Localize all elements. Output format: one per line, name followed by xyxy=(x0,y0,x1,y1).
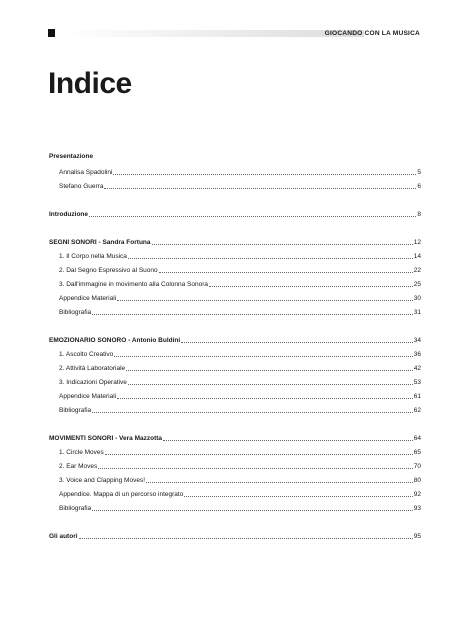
toc-section-title xyxy=(49,337,180,345)
dot-leader xyxy=(128,258,413,259)
toc-entry-title: 3. Indicazioni Operative xyxy=(59,379,127,386)
toc-entry-title: Appendice. Mappa di un percorso integrato xyxy=(59,491,184,498)
toc-entry xyxy=(49,489,421,499)
toc-entry-autori xyxy=(49,531,421,541)
toc-entry-title: 1. Ascolto Creativo xyxy=(59,351,114,358)
toc-entry-title: Introduzione xyxy=(49,211,88,218)
toc-entry-page: 36 xyxy=(413,351,421,358)
dot-leader xyxy=(117,300,413,301)
toc-entry-title: 3. Dall'immagine in movimento alla Colonna Sonora xyxy=(59,281,209,288)
toc-entry-page: 6 xyxy=(417,183,421,190)
toc-entry xyxy=(49,293,421,303)
toc-section-page: 12 xyxy=(413,239,421,246)
page-title: Indice xyxy=(48,67,132,100)
header-rule xyxy=(62,30,364,37)
header-title: GIOCANDO CON LA MUSICA xyxy=(324,30,420,37)
toc-entry xyxy=(49,181,421,191)
dot-leader xyxy=(184,496,412,497)
toc-entry-introduzione xyxy=(49,209,421,219)
dot-leader xyxy=(181,342,413,343)
toc-entry-title: Appendice Materiali xyxy=(59,295,117,302)
toc-entry-page: 53 xyxy=(413,379,421,386)
toc-entry xyxy=(49,251,421,261)
dot-leader xyxy=(79,538,413,539)
toc-entry xyxy=(49,167,421,177)
running-header xyxy=(48,29,420,40)
dot-leader xyxy=(104,188,416,189)
toc-entry-title: Bibliografia xyxy=(59,407,92,414)
toc-entry-page: 42 xyxy=(413,365,421,372)
toc-entry-title: Annalisa Spadolini xyxy=(59,169,113,176)
toc-section-page: 64 xyxy=(413,435,421,442)
toc-entry-page: 92 xyxy=(413,491,421,498)
dot-leader xyxy=(126,370,413,371)
toc-entry-title: Gli autori xyxy=(49,533,78,540)
toc-section-emozionario-sonoro xyxy=(49,335,421,345)
toc-entry-title: 2. Dal Segno Espressivo al Suono xyxy=(59,267,158,274)
section-author: - Sandra Fortuna xyxy=(96,239,151,246)
toc-entry-page: 95 xyxy=(413,533,421,540)
toc-entry xyxy=(49,391,421,401)
toc-entry-page: 22 xyxy=(413,267,421,274)
dot-leader xyxy=(209,286,413,287)
dot-leader xyxy=(114,356,413,357)
toc-section-title xyxy=(49,435,162,443)
toc-section-title xyxy=(49,239,151,247)
section-name: EMOZIONARIO SONORO xyxy=(49,337,127,344)
toc-entry xyxy=(49,363,421,373)
dot-leader xyxy=(163,440,413,441)
toc-entry-page: 80 xyxy=(413,477,421,484)
header-mark-icon xyxy=(48,29,55,37)
toc-entry-title: 3. Voice and Clapping Moves! xyxy=(59,477,145,484)
toc-entry-title: Bibliografia xyxy=(59,309,92,316)
toc-entry xyxy=(49,279,421,289)
toc-section-page: 34 xyxy=(413,337,421,344)
dot-leader xyxy=(98,468,412,469)
dot-leader xyxy=(113,174,416,175)
dot-leader xyxy=(146,482,413,483)
dot-leader xyxy=(89,216,416,217)
toc-entry-page: 14 xyxy=(413,253,421,260)
toc-entry xyxy=(49,265,421,275)
section-author: - Vera Mazzotta xyxy=(113,435,163,442)
toc-entry-title: 1. Circle Moves xyxy=(59,449,104,456)
toc-entry-page: 5 xyxy=(417,169,421,176)
toc-entry xyxy=(49,377,421,387)
toc-section-movimenti-sonori xyxy=(49,433,421,443)
toc-entry xyxy=(49,503,421,513)
section-author: - Antonio Buldini xyxy=(126,337,181,344)
toc-section-segni-sonori xyxy=(49,237,421,247)
toc-entry-title: Stefano Guerra xyxy=(59,183,104,190)
toc-entry-page: 65 xyxy=(413,449,421,456)
toc-entry-title: 2. Attività Laboratoriale xyxy=(59,365,126,372)
toc-entry-title: Appendice Materiali xyxy=(59,393,117,400)
toc-entry-title: Bibliografia xyxy=(59,505,92,512)
dot-leader xyxy=(92,412,413,413)
toc-entry-page: 62 xyxy=(413,407,421,414)
toc-entry-page: 70 xyxy=(413,463,421,470)
dot-leader xyxy=(117,398,413,399)
toc-entry xyxy=(49,461,421,471)
toc-entry-page: 8 xyxy=(417,211,421,218)
toc-entry-title: 2. Ear Moves xyxy=(59,463,98,470)
toc-entry xyxy=(49,405,421,415)
toc-entry xyxy=(49,349,421,359)
section-name: SEGNI SONORI xyxy=(49,239,97,246)
toc-entry-title: 1. Il Corpo nella Musica xyxy=(59,253,127,260)
toc-entry-page: 31 xyxy=(413,309,421,316)
dot-leader xyxy=(92,510,413,511)
dot-leader xyxy=(105,454,413,455)
dot-leader xyxy=(159,272,413,273)
toc-entry xyxy=(49,447,421,457)
toc-entry xyxy=(49,307,421,317)
toc-heading-label: Presentazione xyxy=(49,153,94,160)
toc-entry-page: 61 xyxy=(413,393,421,400)
toc-entry xyxy=(49,475,421,485)
dot-leader xyxy=(92,314,413,315)
toc-entry-page: 93 xyxy=(413,505,421,512)
section-name: MOVIMENTI SONORI xyxy=(49,435,114,442)
dot-leader xyxy=(128,384,413,385)
toc-entry-page: 25 xyxy=(413,281,421,288)
toc-entry-page: 30 xyxy=(413,295,421,302)
toc-heading-presentazione xyxy=(49,151,421,161)
dot-leader xyxy=(152,244,413,245)
